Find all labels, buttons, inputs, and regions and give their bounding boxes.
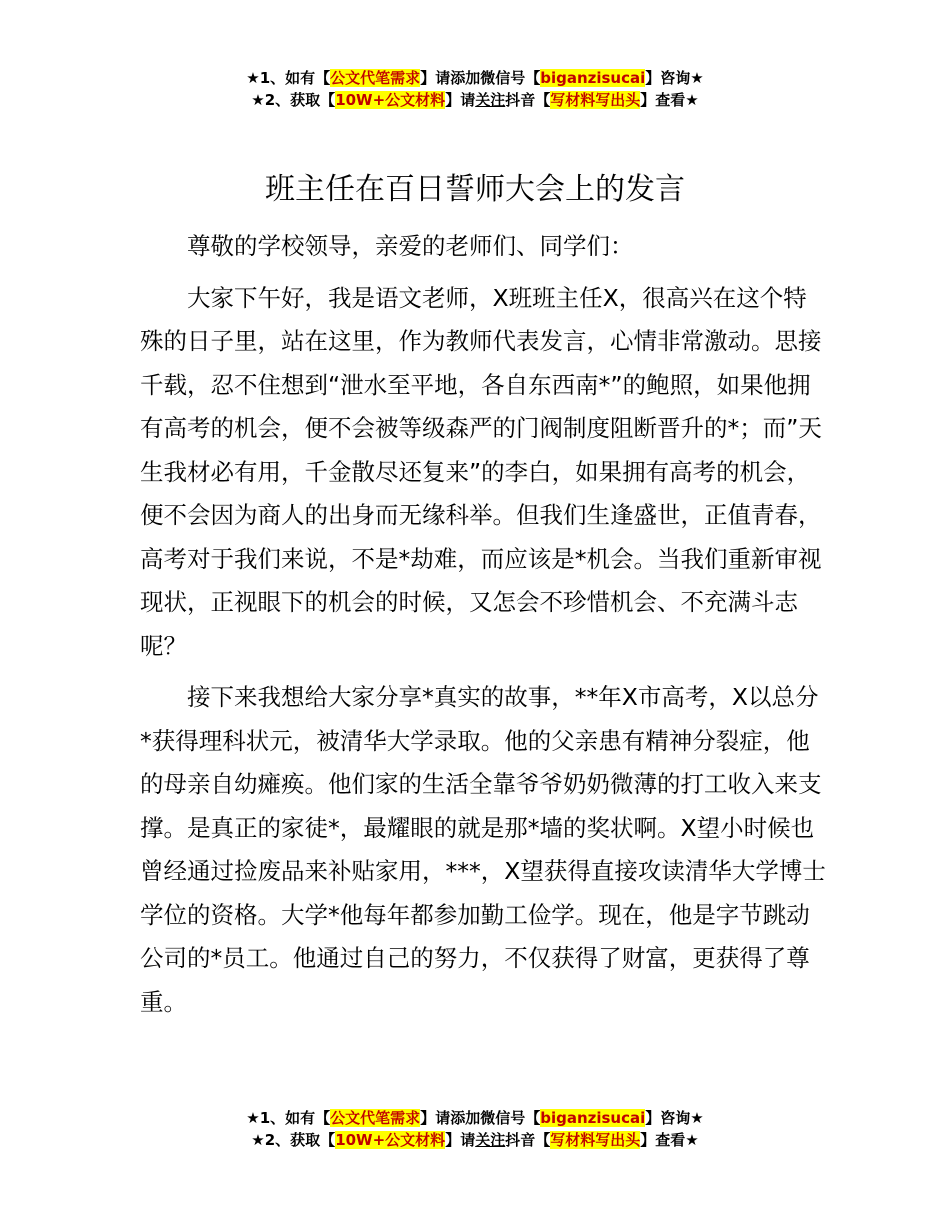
footer-banner-line-1 [0, 1107, 950, 1129]
wechat-id: biganzisucai [540, 1109, 646, 1127]
footer-banner-line-2 [0, 1129, 950, 1151]
banner-highlight: 公文代笔需求 [330, 69, 421, 87]
paragraph-1: 大家下午好，我是语文老师，X班班主任X，很高兴在这个特殊的日子里，站在这里，作为教师代表发言，心情非常激动。思接千载，忍不住想到“泄水至平地，各自东西南*”的鲍照，如果他拥有高考的机会，便不会被等级森严的门阀制度阻断晋升的*；而”天生我材必有用，千金散尽还复来”的李白，如果拥有高考的机会，便不会因为商人的出身而无缘科举。但我们生逢盛世，正值青春，高考对于我们来说，不是*劫难，而应该是*机会。当我们重新审视现状，正视眼下的机会的时候，又怎会不珍惜机会、不充满斗志呢？ [140, 283, 822, 660]
banner-text: ★2、获取【 [251, 1131, 336, 1149]
banner-text: 】请添加微信号【 [420, 1109, 541, 1127]
greeting: 尊敬的学校领导，亲爱的老师们、同学们： [187, 232, 634, 260]
banner-text: 】请 [445, 91, 476, 109]
banner-highlight: 公文代笔需求 [330, 1109, 421, 1127]
banner-text: ★2、获取【 [251, 91, 336, 109]
document-body [140, 225, 830, 1032]
banner-text: 】请添加微信号【 [420, 69, 541, 87]
header-banner-line-2 [0, 89, 950, 111]
banner-text: 抖音【 [505, 91, 551, 109]
wechat-id: biganzisucai [540, 69, 646, 87]
header-banner [0, 67, 950, 111]
banner-text: 】咨询★ [645, 69, 704, 87]
footer-banner [0, 1107, 950, 1151]
banner-underline: 关注 [475, 91, 506, 109]
header-banner-line-1 [0, 67, 950, 89]
banner-text: 】请 [445, 1131, 476, 1149]
banner-text: ★1、如有【 [246, 69, 331, 87]
banner-text: 】咨询★ [645, 1109, 704, 1127]
banner-highlight: 10W+公文材料 [335, 91, 446, 109]
banner-text: ★1、如有【 [246, 1109, 331, 1127]
banner-underline: 关注 [475, 1131, 506, 1149]
banner-text: 】查看★ [640, 1131, 699, 1149]
document-title: 班主任在百日誓师大会上的发言 [265, 172, 685, 207]
banner-text: 】查看★ [640, 91, 699, 109]
banner-text: 抖音【 [505, 1131, 551, 1149]
douyin-account: 写材料写出头 [550, 91, 641, 109]
douyin-account: 写材料写出头 [550, 1131, 641, 1149]
paragraph-2: 接下来我想给大家分享*真实的故事，**年X市高考，X以总分*获得理科状元，被清华大学录取。他的父亲患有精神分裂症，他的母亲自幼瘫痪。他们家的生活全靠爷爷奶奶微薄的打工收入来支撑。是真正的家徒*，最耀眼的就是那*墙的奖状啊。X望小时候也曾经通过捡废品来补贴家用，***，X望获得直接攻读清华大学博士学位的资格。大学*他每年都参加勤工俭学。现在，他是字节跳动公司的*员工。他通过自己的努力，不仅获得了财富，更获得了尊重。 [140, 683, 826, 1016]
banner-highlight: 10W+公文材料 [335, 1131, 446, 1149]
